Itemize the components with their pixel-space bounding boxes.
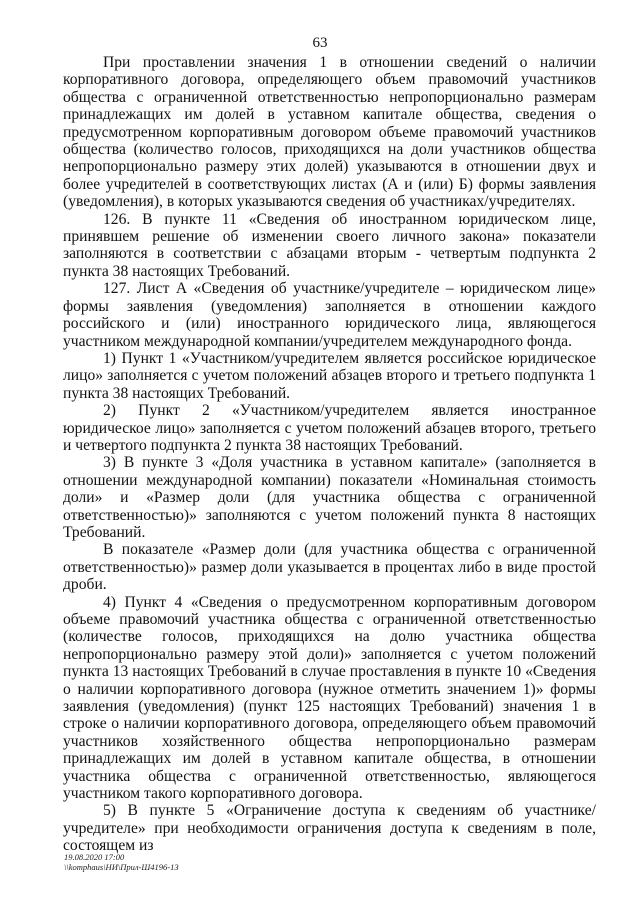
subparagraph-1: 1) Пункт 1 «Участником/учредителем является российское юридическое лицо» заполняется с учетом положений абзацев второго и третьего подпункта 1 пункта 38 настоящих Требований. (63, 349, 596, 402)
subparagraph-5: 5) В пункте 5 «Ограничение доступа к сведениям об участнике/учредителе» при необходимости ограничения доступа к сведениям в поле, состоящем из (63, 802, 596, 855)
document-body (63, 54, 596, 855)
paragraph-126: 126. В пункте 11 «Сведения об иностранном юридическом лице, принявшем решение об изменении своего личного закона» показатели заполняются в соответствии с абзацами вторым - четвертым подпункта 2 пункта 38 настоящих Требований. (63, 210, 596, 280)
subparagraph-4: 4) Пункт 4 «Сведения о предусмотренном корпоративным договором объеме правомочий участника общества с ограниченной ответственностью (количестве голосов, приходящихся на долю участника общества непропорционально размеру этой доли)» заполняется с учетом положений пункта 13 настоящих Требований в случае проставления в пункте 10 «Сведения о наличии корпоративного договора (нужное отметить значением 1)» формы заявления (уведомления) (пункт 125 настоящих Требований) значения 1 в строке о наличии корпоративного договора, определяющего объем правомочий участников хозяйственного общества непропорционально размерам принадлежащих им долей в уставном капитале общества, в отношении участника общества с ограниченной ответственностью, являющегося участником такого корпоративного договора. (63, 593, 596, 803)
paragraph-127: 127. Лист А «Сведения об участнике/учредителе – юридическом лице» формы заявления (уведомления) заполняется в отношении каждого российского и (или) иностранного юридического лица, являющегося участником международной компании/учредителем международного фонда. (63, 280, 596, 350)
footer-timestamp: 19.08.2020 17:00 (64, 852, 125, 862)
paragraph-corporate-agreement: При проставлении значения 1 в отношении сведений о наличии корпоративного договора, определяющего объем правомочий участников общества с ограниченной ответственностью непропорционально размерам принадлежащих им долей в уставном капитале общества, сведения о предусмотренном корпоративным договором объеме правомочий участников общества (количество голосов, приходящихся на доли участников общества непропорционально размеру этих долей) указываются в отношении двух и более учредителей в соответствующих листах (А и (или) Б) формы заявления (уведомления), в которых указываются сведения об участниках/учредителях. (63, 54, 596, 211)
paragraph-share-size: В показателе «Размер доли (для участника общества с ограниченной ответственностью)» размер доли указывается в процентах либо в виде простой дроби. (63, 541, 596, 594)
page-number: 63 (312, 35, 328, 51)
subparagraph-2: 2) Пункт 2 «Участником/учредителем является иностранное юридическое лицо» заполняется с учетом положений абзацев второго, третьего и четвертого подпункта 2 пункта 38 настоящих Требований. (63, 402, 596, 454)
document-footer (64, 852, 179, 872)
footer-file-path: \\komphaus\НИ\Прил-Ш4196-13 (64, 862, 179, 872)
subparagraph-3: 3) В пункте 3 «Доля участника в уставном капитале» (заполняется в отношении международной компании) показатели «Номинальная стоимость доли» и «Размер доли (для участника общества с ограниченной ответственностью)» заполняются с учетом положений пункта 8 настоящих Требований. (63, 454, 596, 541)
